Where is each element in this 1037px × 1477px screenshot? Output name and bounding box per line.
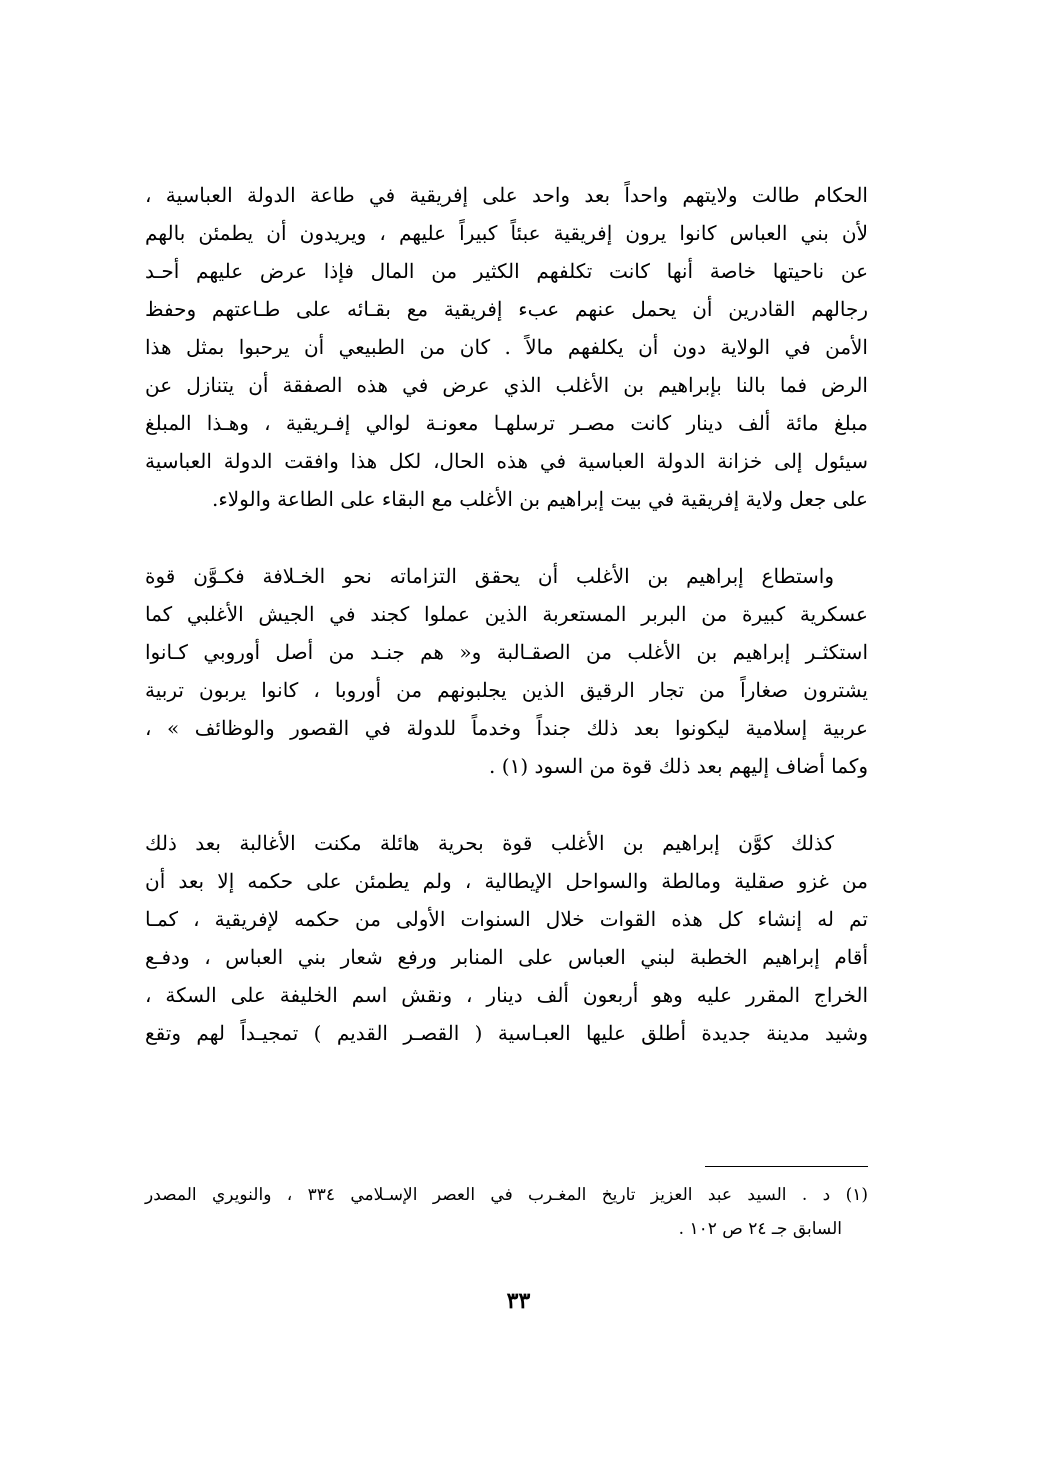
text-line: تم له إنشاء كل هذه القوات خلال السنوات الأولى من حكمه لإفريقية ، كمـا (145, 907, 868, 931)
body-text (145, 176, 868, 1052)
text-line: واستطاع إبراهيم بن الأغلب أن يحقق التزاماته نحو الخـلافة فكـوَّن قوة (145, 564, 834, 588)
footnote-line: (١) د . السيد عبد العزيز تاريخ المغـرب في العصر الإسـلامي ٣٣٤ ، والنويري المصدر (145, 1185, 869, 1205)
text-line: الخراج المقرر عليه وهو أربعون ألف دينار ، ونقش اسم الخليفة على السكة ، (145, 983, 868, 1007)
text-line: وشيد مدينة جديدة أطلق عليها العبـاسية ( القصـر القديم ) تمجيـداً لهم وتقع (145, 1021, 868, 1045)
text-line: كذلك كوَّن إبراهيم بن الأغلب قوة بحرية هائلة مكنت الأغالبة بعد ذلك (145, 831, 834, 855)
text-line: أقام إبراهيم الخطبة لبني العباس على المنابر ورفع شعار بني العباس ، ودفـع (145, 945, 868, 969)
text-line: من غزو صقلية ومالطة والسواحل الإيطالية ، ولم يطمئن على حكمه إلا بعد أن (145, 869, 868, 893)
text-line: عن ناحيتها خاصة أنها كانت تكلفهم الكثير من المال فإذا عرض عليهم أحـد (145, 259, 868, 283)
footnote (145, 1178, 868, 1246)
text-line: عسكرية كبيرة من البربر المستعربة الذين عملوا كجند في الجيش الأغلبي كما (145, 602, 868, 626)
footnote-divider (705, 1166, 868, 1167)
text-line: سيئول إلى خزانة الدولة العباسية في هذه الحال، لكل هذا وافقت الدولة العباسية (145, 449, 868, 473)
footnote-line: السابق جـ ٢٤ ص ١٠٢ . (678, 1219, 842, 1239)
page-number: ٣٣ (506, 1288, 531, 1314)
text-line: الرض فما بالنا بإبراهيم بن الأغلب الذي عرض في هذه الصفقة أن يتنازل عن (145, 373, 868, 397)
text-line: استكثـر إبراهيم بن الأغلب من الصقـالبة و« هم جنـد من أصل أوروبي كـانوا (145, 640, 868, 664)
text-line: رجالهم القادرين أن يحمل عنهم عبء إفريقية مع بقـائه على طـاعتهم وحفظ (145, 297, 868, 321)
text-line: الحكام طالت ولايتهم واحداً بعد واحد على إفريقية في طاعة الدولة العباسية ، (145, 183, 868, 207)
paragraph-3 (145, 824, 868, 1052)
text-line: لأن بني العباس كانوا يرون إفريقية عبئاً كبيراً عليهم ، ويريدون أن يطمئن بالهم (145, 221, 868, 245)
paragraph-1 (145, 176, 868, 518)
paragraph-spacer (145, 785, 868, 824)
paragraph-2 (145, 557, 868, 785)
text-line: على جعل ولاية إفريقية في بيت إبراهيم بن الأغلب مع البقاء على الطاعة والولاء. (211, 487, 868, 511)
text-line: يشترون صغاراً من تجار الرقيق الذين يجلبونهم من أوروبا ، كانوا يربون تربية (145, 678, 868, 702)
text-line: وكما أضاف إليهم بعد ذلك قوة من السود (١) . (489, 754, 868, 778)
text-line: الأمن في الولاية دون أن يكلفهم مالاً . كان من الطبيعي أن يرحبوا بمثل هذا (145, 335, 868, 359)
text-line: عربية إسلامية ليكونوا بعد ذلك جنداً وخدماً للدولة في القصور والوظائف » ، (145, 716, 868, 740)
text-line: مبلغ مائة ألف دينار كانت مصـر ترسلهـا معونـة لوالي إفـريقية ، وهـذا المبلغ (145, 411, 868, 435)
paragraph-spacer (145, 518, 868, 557)
